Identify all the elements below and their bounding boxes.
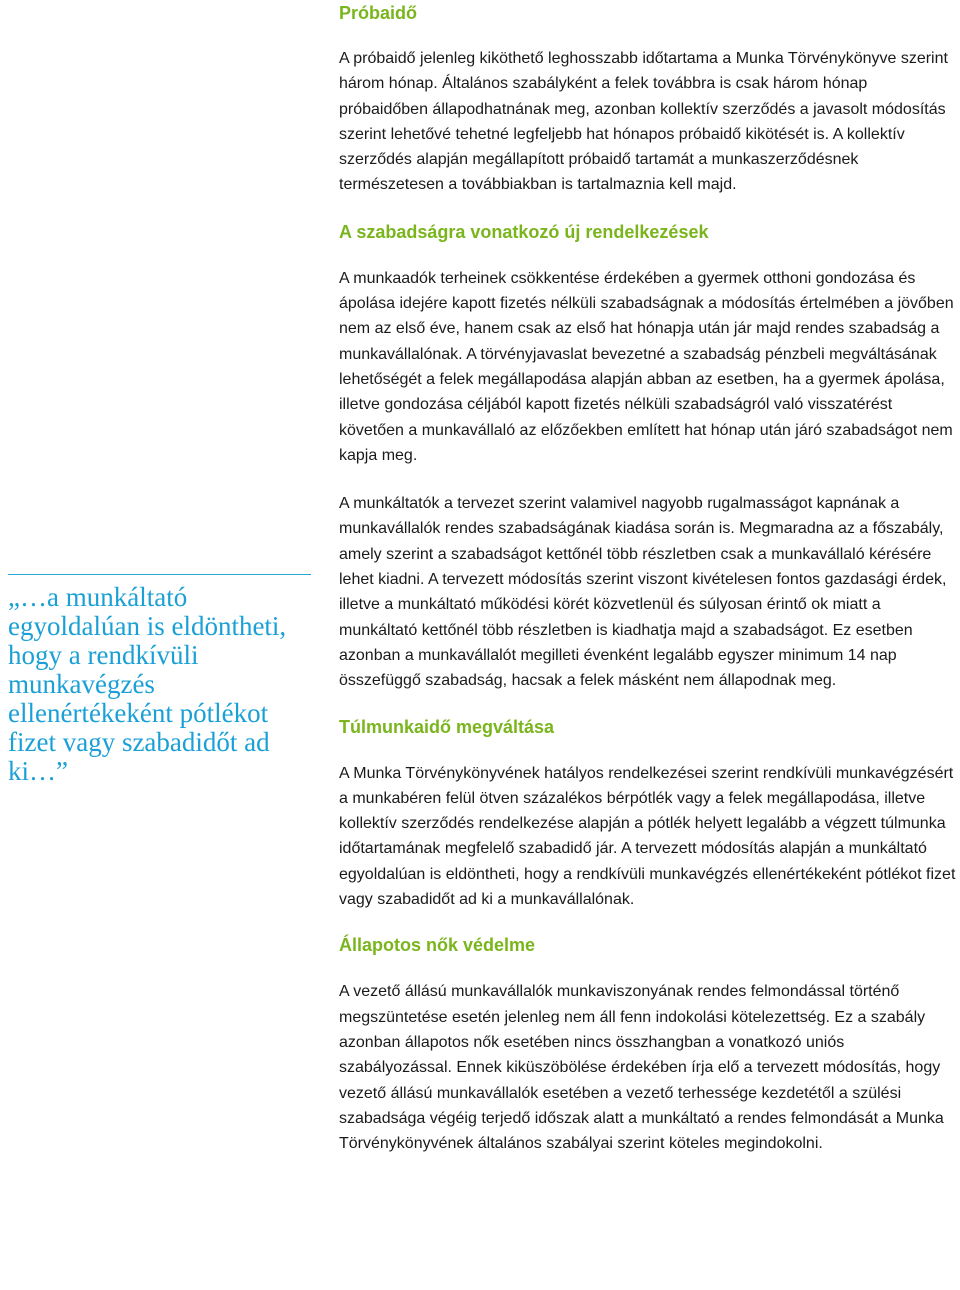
section-heading-tulmunkaido: Túlmunkaidő megváltása <box>339 716 555 737</box>
section-heading-probaido: Próbaidő <box>339 3 418 23</box>
article-column <box>339 0 957 1156</box>
pull-quote-text: „…a munkáltató egyoldalúan is eldöntheti, hogy a rendkívüli munkavégzés ellenértékeként pótlékot fizet vagy szabadidőt ad ki…” <box>8 582 287 786</box>
section-heading-szabadsag: A szabadságra vonatkozó új rendelkezések <box>339 221 709 242</box>
section-body-allapotos-nok: A vezető állású munkavállalók munkaviszonyának rendes felmondással történő megszüntetése esetén jelenleg nem áll fenn indokolási kötelezettség. Ez a szabály azonban állapotos nők esetében nincs összhangban a vonatkozó uniós szabályozással. Ennek kiküszöbölése érdekében írja elő a tervezett módosítás, hogy vezető állású munkavállalók esetében a vezető terhessége kezdetétől a szülési szabadsága végéig terjedő időszak alatt a munkáltató a rendes felmondását a Munka Törvénykönyvének általános szabályai szerint köteles megindokolni. <box>339 983 944 1153</box>
section-body-probaido: A próbaidő jelenleg kiköthető leghosszabb időtartama a Munka Törvénykönyve szerint három hónap. Általános szabályként a felek továbbra is csak három hónap próbaidőben állapodhatnának meg, azonban kollektív szerződés a javasolt módosítás szerint lehetővé tehetné legfeljebb hat hónapos próbaidő kikötését is. A kollektív szerződés alapján megállapított próbaidő tartamát a munkaszerződésnek természetesen a továbbiakban is tartalmaznia kell majd. <box>339 50 948 194</box>
section-body-tulmunkaido: A Munka Törvénykönyvének hatályos rendelkezései szerint rendkívüli munkavégzésért a munkabéren felül ötven százalékos bérpótlék vagy a felek megállapodása, illetve kollektív szerződés rendelkezése alapján a pótlék helyett legalább a végzett túlmunka időtartamának megfelelő szabadidő jár. A tervezett módosítás alapján a munkáltató egyoldalúan is eldöntheti, hogy a rendkívüli munkavégzés ellenértékeként pótlékot fizet vagy szabadidőt ad ki a munkavállalónak. <box>339 764 956 909</box>
section-body-szabadsag: A munkaadók terheinek csökkentése érdekében a gyermek otthoni gondozása és ápolása idejére kapott fizetés nélküli szabadságnak a módosítás értelmében a jövőben nem az első éve, hanem csak az első hat hónapja után jár majd rendes szabadság a munkavállalónak. A törvényjavaslat bevezetné a szabadság pénzbeli megváltásának lehetőségét a felek megállapodása alapján abban az esetben, ha a gyermek ápolása, illetve gondozása céljából kapott fizetés nélküli szabadságról való visszatérést követően a munkavállaló az előzőekben említett hat hónap után járó szabadságot nem kapja meg. <box>339 269 954 464</box>
pull-quote <box>8 574 311 786</box>
section-body-szabadsag-2: A munkáltatók a tervezet szerint valamivel nagyobb rugalmasságot kapnának a munkavállalók rendes szabadságának kiadása során is. Megmaradna az a főszabály, amely szerint a szabadságot kettőnél több részletben csak a munkavállaló kérésére lehet kiadni. A tervezett módosítás szerint viszont kivételesen fontos gazdasági érdek, illetve a munkáltató működési körét közvetlenül és súlyosan érintő ok miatt a munkáltató kettőnél több részletben is kiadhatja majd a szabadságot. Ez esetben azonban a munkavállalót megilleti évenként legalább egyszer minimum 14 nap összefüggő szabadság, hacsak a felek másként nem állapodnak meg. <box>339 495 947 690</box>
section-heading-allapotos-nok: Állapotos nők védelme <box>339 935 536 956</box>
